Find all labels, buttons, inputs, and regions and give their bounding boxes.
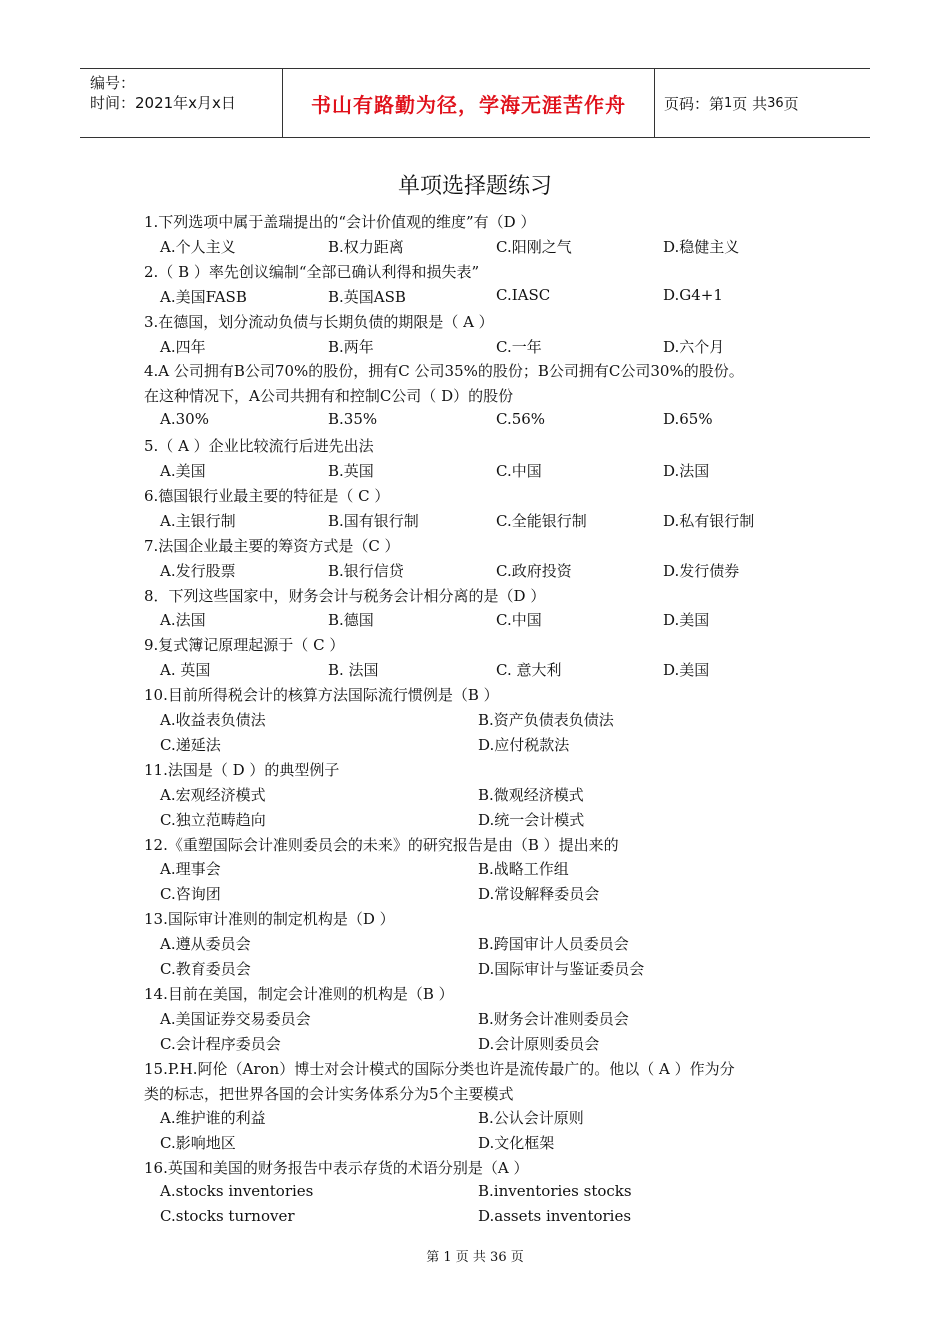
question-text: 5.（ A ）企业比较流行后进先出法 (144, 437, 374, 456)
answer-option: B.公认会计原则 (478, 1109, 584, 1128)
answer-option: C.咨询团 (160, 885, 221, 904)
answer-option: A.30% (160, 410, 209, 429)
page-footer: 第 1 页 共 36 页 (426, 1250, 524, 1265)
question-text: 7.法国企业最主要的筹资方式是（C ） (144, 536, 400, 555)
question-text: 11.法国是（ D ）的典型例子 (144, 760, 340, 779)
answer-option: A.宏观经济模式 (160, 785, 266, 804)
question-text: 4.A 公司拥有B公司70%的股份，拥有C 公司35%的股份；B公司拥有C公司30%的股份。 (144, 362, 744, 381)
answer-option: D.国际审计与鉴证委员会 (478, 960, 645, 978)
answer-option: C.独立范畴趋向 (160, 810, 266, 829)
header-page-number (664, 69, 799, 137)
answer-option: D.统一会计模式 (478, 810, 585, 829)
header-motto: 书山有路勤为径，学海无涯苦作舟 (311, 92, 626, 117)
question-text: 9.复式簿记原理起源于（ C ） (144, 636, 345, 655)
answer-option: A.美国 (160, 462, 206, 480)
answer-option: B.英国 (328, 462, 374, 480)
answer-option: B.英国ASB (328, 287, 406, 306)
answer-option: D.会计原则委员会 (478, 1034, 600, 1053)
answer-option: C.阳刚之气 (496, 237, 572, 256)
page-current: 1 (724, 95, 733, 111)
question-text: 6.德国银行业最主要的特征是（ C ） (144, 486, 390, 505)
question-text: 8．下列这些国家中，财务会计与税务会计相分离的是（D ） (144, 586, 546, 605)
answer-option: D.美国 (663, 661, 710, 680)
answer-option: D.美国 (663, 611, 710, 630)
answer-option: A.发行股票 (160, 561, 236, 580)
question-text: 13.国际审计准则的制定机构是（D ） (144, 910, 395, 929)
answer-option: B.财务会计准则委员会 (478, 1009, 629, 1028)
answer-option: B.战略工作组 (478, 860, 569, 879)
question-text-continued: 类的标志，把世界各国的会计实务体系分为5个主要模式 (144, 1084, 514, 1103)
answer-option: A.理事会 (160, 860, 221, 879)
question-text: 2.（ B ）率先创议编制“全部已确认利得和损失表” (144, 262, 480, 281)
answer-option: B.银行信贷 (328, 561, 404, 580)
page-prefix: 页码：第 (664, 94, 725, 113)
answer-option: D.assets inventories (478, 1207, 632, 1225)
answer-option: A.遵从委员会 (160, 935, 251, 954)
answer-option: B.资产负债表负债法 (478, 711, 614, 729)
answer-option: B.两年 (328, 337, 374, 356)
answer-option: D.六个月 (663, 337, 725, 356)
document-header (80, 68, 870, 138)
answer-option: B.跨国审计人员委员会 (478, 935, 629, 954)
answer-option: A.个人主义 (160, 237, 236, 256)
answer-option: C.会计程序委员会 (160, 1034, 281, 1053)
answer-option: A.法国 (160, 611, 206, 630)
answer-option: A.美国FASB (160, 287, 247, 306)
question-text-continued: 在这种情况下，A公司共拥有和控制C公司（ D）的股份 (144, 387, 514, 406)
answer-option: D.文化框架 (478, 1134, 555, 1153)
answer-option: D.常设解释委员会 (478, 885, 600, 904)
header-divider (654, 69, 655, 137)
question-text: 12.《重塑国际会计准则委员会的未来》的研究报告是由（B ）提出来的 (144, 835, 619, 854)
answer-option: C.影响地区 (160, 1134, 236, 1153)
answer-option: C.政府投资 (496, 561, 572, 580)
answer-option: B.inventories stocks (478, 1182, 632, 1201)
answer-option: C.stocks turnover (160, 1207, 295, 1225)
answer-option: C.全能银行制 (496, 511, 587, 530)
header-meta (90, 73, 236, 113)
time-label: 时间：2021年x月x日 (90, 94, 236, 112)
answer-option: D.G4+1 (663, 285, 723, 304)
answer-option: B.微观经济模式 (478, 785, 584, 804)
answer-option: C.56% (496, 410, 546, 429)
answer-option: C.教育委员会 (160, 960, 251, 978)
answer-option: B.35% (328, 410, 378, 429)
page-suffix: 页 (783, 94, 799, 113)
answer-option: A.美国证券交易委员会 (160, 1009, 311, 1028)
answer-option: C.递延法 (160, 735, 221, 754)
answer-option: D.65% (663, 410, 713, 429)
answer-option: A.stocks inventories (160, 1182, 314, 1201)
answer-option: A. 英国 (160, 661, 211, 680)
answer-option: C.中国 (496, 611, 542, 630)
answer-option: B.权力距离 (328, 237, 404, 256)
serial-label: 编号： (90, 74, 136, 92)
question-text: 15.P.H.阿伦（Aron）博士对会计模式的国际分类也许是流传最广的。他以（ A ）作为分 (144, 1059, 735, 1078)
answer-option: C.中国 (496, 462, 542, 480)
answer-option: B.德国 (328, 611, 374, 630)
answer-option: A.收益表负债法 (160, 711, 266, 729)
answer-option: C.一年 (496, 337, 542, 356)
question-text: 1.下列选项中属于盖瑞提出的“会计价值观的维度”有（D ） (144, 213, 536, 231)
answer-option: D.私有银行制 (663, 511, 755, 530)
answer-option: B. 法国 (328, 661, 379, 680)
question-text: 3.在德国，划分流动负债与长期负债的期限是（ A ） (144, 312, 494, 331)
answer-option: C. 意大利 (496, 661, 562, 680)
answer-option: D.稳健主义 (663, 237, 740, 256)
answer-option: A.四年 (160, 337, 206, 356)
answer-option: A.主银行制 (160, 511, 236, 530)
answer-option: C.IASC (496, 285, 551, 304)
question-text: 14.目前在美国，制定会计准则的机构是（B ） (144, 984, 454, 1003)
page-title: 单项选择题练习 (397, 174, 552, 199)
answer-option: D.发行债券 (663, 561, 740, 580)
answer-option: D.法国 (663, 462, 710, 480)
question-text: 10.目前所得税会计的核算方法国际流行惯例是（B ） (144, 686, 499, 705)
page-total: 36 (767, 95, 784, 111)
answer-option: A.维护谁的利益 (160, 1109, 266, 1128)
question-text: 16.英国和美国的财务报告中表示存货的术语分别是（A ） (144, 1159, 529, 1178)
answer-option: D.应付税款法 (478, 735, 570, 754)
answer-option: B.国有银行制 (328, 511, 419, 530)
page-mid: 页 共 (732, 94, 768, 113)
